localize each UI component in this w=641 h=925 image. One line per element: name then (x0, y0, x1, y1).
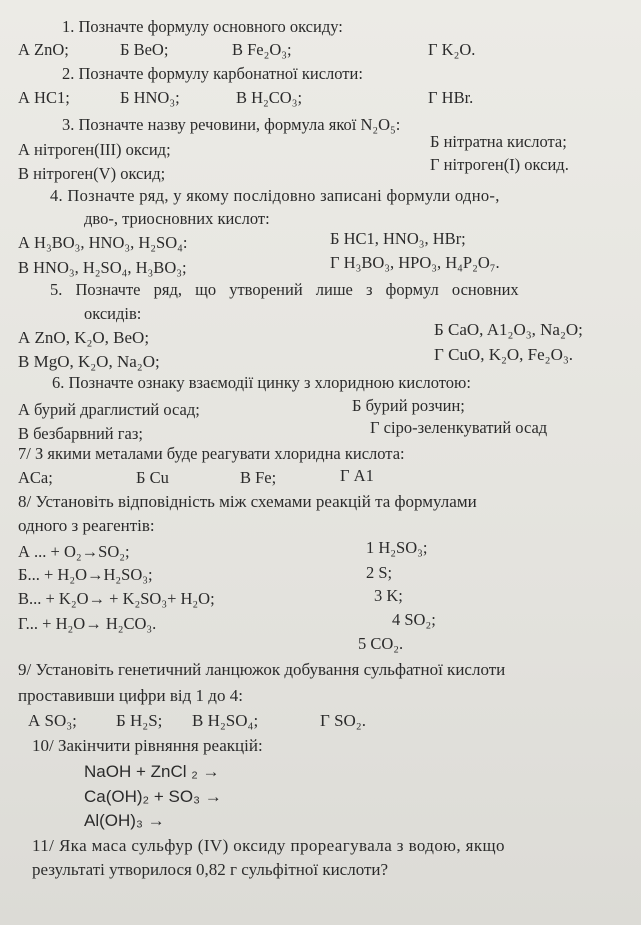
q5-title-line2: оксидів: (84, 304, 142, 323)
q3-title: 3. Позначте назву речовини, формула якої N₂O₅: (62, 115, 401, 134)
q8-option-5: 5 CO₂. (358, 634, 404, 653)
q9-option-v: В H₂SO₄; (192, 711, 259, 730)
q6-option-g: Г сіро-зеленкуватий осад (370, 418, 548, 437)
q5-option-g: Г CuO, K₂O, Fe₂O₃. (434, 345, 574, 364)
q9-option-a: А SO₃; (28, 711, 77, 730)
q8-scheme-b: Б... + H₂O→H₂SO₃; (18, 565, 153, 584)
q8-title-line1: 8/ Установіть відповідність між схемами реакцій та формулами (18, 492, 477, 511)
q1-option-a: А ZnO; (18, 40, 69, 59)
q10-reaction-1: NaOH + ZnCl ₂ → (84, 762, 220, 781)
q2-option-b: Б HNO₃; (120, 88, 180, 107)
q11-title-line1: 11/ Яка маса сульфур (IV) оксиду прореагувала з водою, якщо (32, 836, 505, 855)
q3-option-b: Б нітратна кислота; (430, 132, 567, 151)
q4-title-line1: 4. Позначте ряд, у якому послідовно записані формули одно-, (50, 186, 500, 205)
q7-option-b: Б Cu (136, 468, 169, 487)
q7-option-a: АCa; (18, 468, 53, 487)
q2-title: 2. Позначте формулу карбонатної кислоти: (62, 64, 363, 83)
q11-title-line2: результаті утворилося 0,82 г сульфітної кислоти? (32, 860, 389, 879)
q8-option-1: 1 H₂SO₃; (366, 538, 428, 557)
q4-option-a: А H₃BO₃, HNO₃, H₂SO₄: (18, 233, 188, 252)
q2-option-a: А HC1; (18, 88, 70, 107)
q5-title-line1: 5. Позначте ряд, що утворений лише з формул основних (50, 280, 519, 299)
q6-option-a: А бурий драглистий осад; (18, 400, 200, 419)
q9-title-line1: 9/ Установіть генетичний ланцюжок добування сульфатної кислоти (18, 660, 506, 679)
q8-title-line2: одного з реагентів: (18, 516, 155, 535)
q6-title: 6. Позначте ознаку взаємодії цинку з хлоридною кислотою: (52, 373, 471, 392)
q6-option-v: В безбарвний газ; (18, 424, 143, 443)
q1-option-v: В Fe₂O₃; (232, 40, 292, 59)
q8-option-3: 3 K; (374, 586, 403, 605)
q3-option-g: Г нітроген(I) оксид. (430, 155, 569, 174)
q2-option-g: Г HBr. (428, 88, 474, 107)
q1-title: 1. Позначте формулу основного оксиду: (62, 17, 343, 36)
q5-option-b: Б CaO, A1₂O₃, Na₂O; (434, 320, 583, 339)
q5-option-v: В MgO, K₂O, Na₂O; (18, 352, 160, 371)
q4-title-line2: дво-, триосновних кислот: (84, 209, 270, 228)
q7-option-v: В Fe; (240, 468, 277, 487)
q8-scheme-g: Г... + H₂O→ H₂CO₃. (18, 614, 157, 633)
q8-option-4: 4 SO₂; (392, 610, 436, 629)
q8-scheme-a: А ... + O₂→SO₂; (18, 542, 130, 561)
q8-scheme-v: В... + K₂O→ + K₂SO₃+ H₂O; (18, 589, 215, 608)
q9-option-b: Б H₂S; (116, 711, 163, 730)
q1-option-b: Б BeO; (120, 40, 169, 59)
q4-option-v: В HNO₃, H₂SO₄, H₃BO₃; (18, 258, 187, 277)
q3-option-a: А нітроген(III) оксид; (18, 140, 171, 159)
q5-option-a: А ZnO, K₂O, BeO; (18, 328, 150, 347)
q7-title: 7/ З якими металами буде реагувати хлоридна кислота: (18, 444, 405, 463)
q6-option-b: Б бурий розчин; (352, 396, 465, 415)
q9-title-line2: проставивши цифри від 1 до 4: (18, 686, 243, 705)
q10-reaction-2: Ca(OH)₂ + SO₃ → (84, 787, 222, 806)
q8-option-2: 2 S; (366, 563, 393, 582)
q10-reaction-3: Al(OH)₃ → (84, 811, 165, 830)
q2-option-v: В H₂CO₃; (236, 88, 303, 107)
q10-title: 10/ Закінчити рівняння реакцій: (32, 736, 263, 755)
q4-option-b: Б HC1, HNO₃, HBr; (330, 229, 466, 248)
q1-option-g: Г K₂O. (428, 40, 476, 59)
q9-option-g: Г SO₂. (320, 711, 366, 730)
q3-option-v: В нітроген(V) оксид; (18, 164, 166, 183)
q4-option-g: Г H₃BO₃, HPO₃, H₄P₂O₇. (330, 253, 500, 272)
q7-option-g: Г А1 (340, 466, 374, 485)
